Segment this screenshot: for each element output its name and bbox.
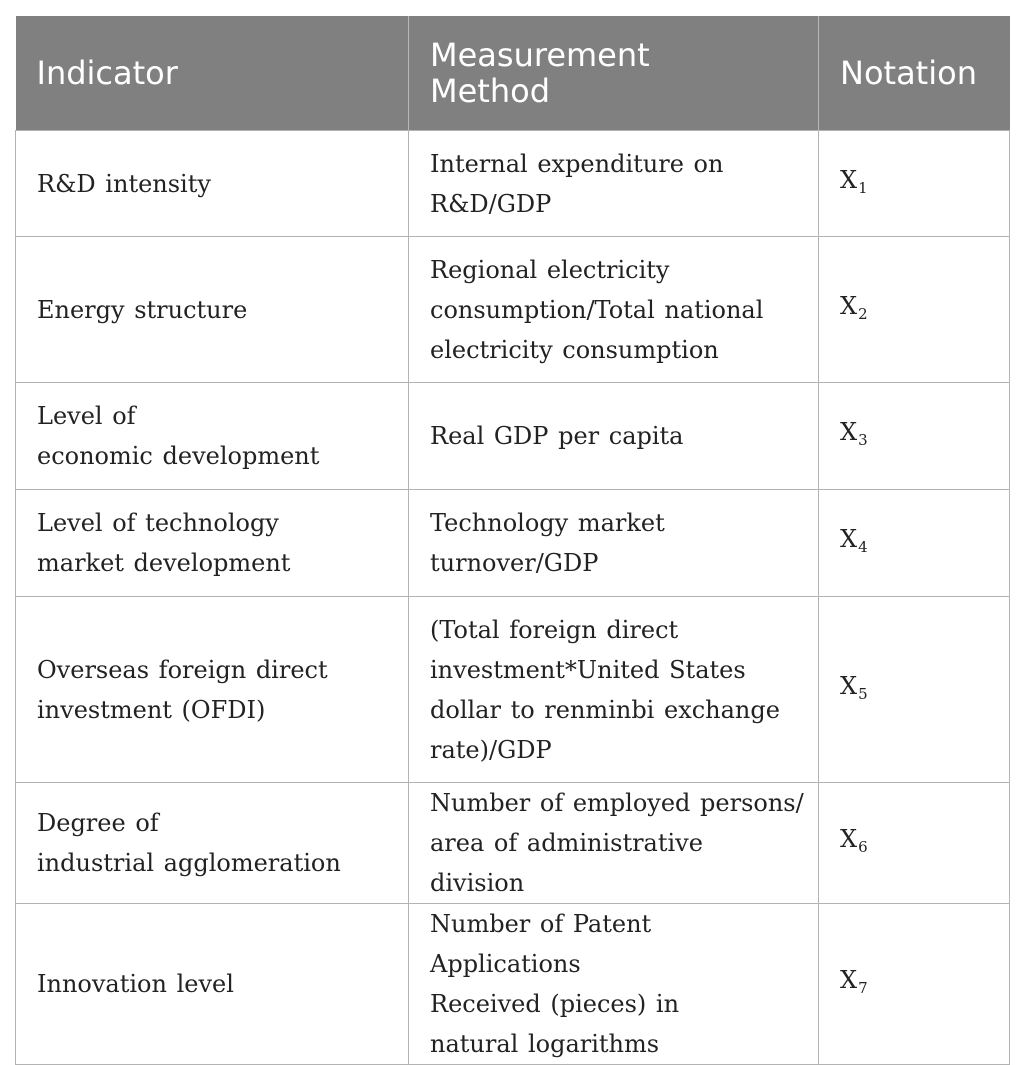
notation-subscript: 5 [858, 684, 868, 703]
indicator-line: Innovation level [37, 970, 234, 998]
method-cell [409, 597, 819, 783]
notation-cell [819, 783, 1010, 904]
notation-base: X [840, 291, 858, 320]
indicator-line: Level of technology [37, 509, 279, 537]
notation-base: X [840, 165, 858, 194]
notation-cell [819, 904, 1010, 1065]
method-line: rate)/GDP [430, 735, 552, 764]
header-measurement-method [409, 16, 819, 131]
method-cell [409, 490, 819, 597]
indicator-cell [16, 783, 409, 904]
indicator-line: R&D intensity [37, 169, 211, 198]
notation-base: X [840, 525, 858, 553]
notation-base: X [840, 418, 858, 446]
method-line: natural logarithms [430, 1030, 660, 1058]
indicator-line: market development [37, 549, 291, 577]
table-row [16, 904, 1010, 1065]
header-method-line-2: Method [430, 72, 551, 110]
method-line: Number of employed persons/ [430, 789, 804, 817]
header-method-line-1: Measurement [430, 36, 650, 74]
indicator-line: Level of [37, 402, 136, 430]
notation-base: X [840, 671, 858, 700]
table-row [16, 597, 1010, 783]
indicator-table [15, 16, 1010, 1065]
header-indicator: Indicator [16, 16, 409, 131]
method-line: turnover/GDP [430, 549, 599, 577]
method-line: Technology market [430, 509, 665, 537]
method-line: Number of Patent Applications [430, 910, 652, 978]
table-row [16, 783, 1010, 904]
method-line: consumption/Total national [430, 295, 764, 324]
indicator-cell [16, 237, 409, 383]
method-line: area of administrative division [430, 829, 703, 897]
indicator-line: investment (OFDI) [37, 695, 266, 724]
table-body [16, 131, 1010, 1065]
method-cell [409, 237, 819, 383]
indicator-cell [16, 597, 409, 783]
method-line: dollar to renminbi exchange [430, 695, 780, 724]
method-line: (Total foreign direct [430, 615, 679, 644]
table-row [16, 131, 1010, 237]
method-line: investment*United States [430, 655, 746, 684]
method-cell [409, 383, 819, 490]
notation-cell [819, 383, 1010, 490]
indicator-line: economic development [37, 442, 320, 470]
notation-subscript: 3 [858, 431, 868, 449]
method-line: Regional electricity [430, 255, 670, 284]
method-cell [409, 783, 819, 904]
notation-subscript: 1 [858, 178, 868, 197]
notation-subscript: 4 [858, 538, 868, 556]
table-header [16, 16, 1010, 131]
method-line: Internal expenditure on [430, 149, 724, 178]
notation-subscript: 6 [858, 838, 868, 856]
method-cell [409, 131, 819, 237]
notation-cell [819, 597, 1010, 783]
header-notation: Notation [819, 16, 1010, 131]
notation-base: X [840, 825, 858, 853]
method-line: Received (pieces) in [430, 990, 680, 1018]
indicator-line: Degree of [37, 809, 159, 837]
notation-base: X [840, 966, 858, 994]
indicator-line: Overseas foreign direct [37, 655, 328, 684]
method-cell [409, 904, 819, 1065]
indicator-cell [16, 131, 409, 237]
indicator-line: Energy structure [37, 295, 248, 324]
header-row [16, 16, 1010, 131]
notation-subscript: 7 [858, 979, 868, 997]
indicator-cell [16, 383, 409, 490]
notation-cell [819, 490, 1010, 597]
notation-cell [819, 237, 1010, 383]
table-row [16, 237, 1010, 383]
method-line: electricity consumption [430, 335, 719, 364]
indicator-line: industrial agglomeration [37, 849, 341, 877]
method-line: Real GDP per capita [430, 422, 684, 450]
table-row [16, 383, 1010, 490]
notation-cell [819, 131, 1010, 237]
table-row [16, 490, 1010, 597]
indicator-cell [16, 904, 409, 1065]
method-line: R&D/GDP [430, 189, 552, 218]
notation-subscript: 2 [858, 304, 868, 323]
indicator-cell [16, 490, 409, 597]
